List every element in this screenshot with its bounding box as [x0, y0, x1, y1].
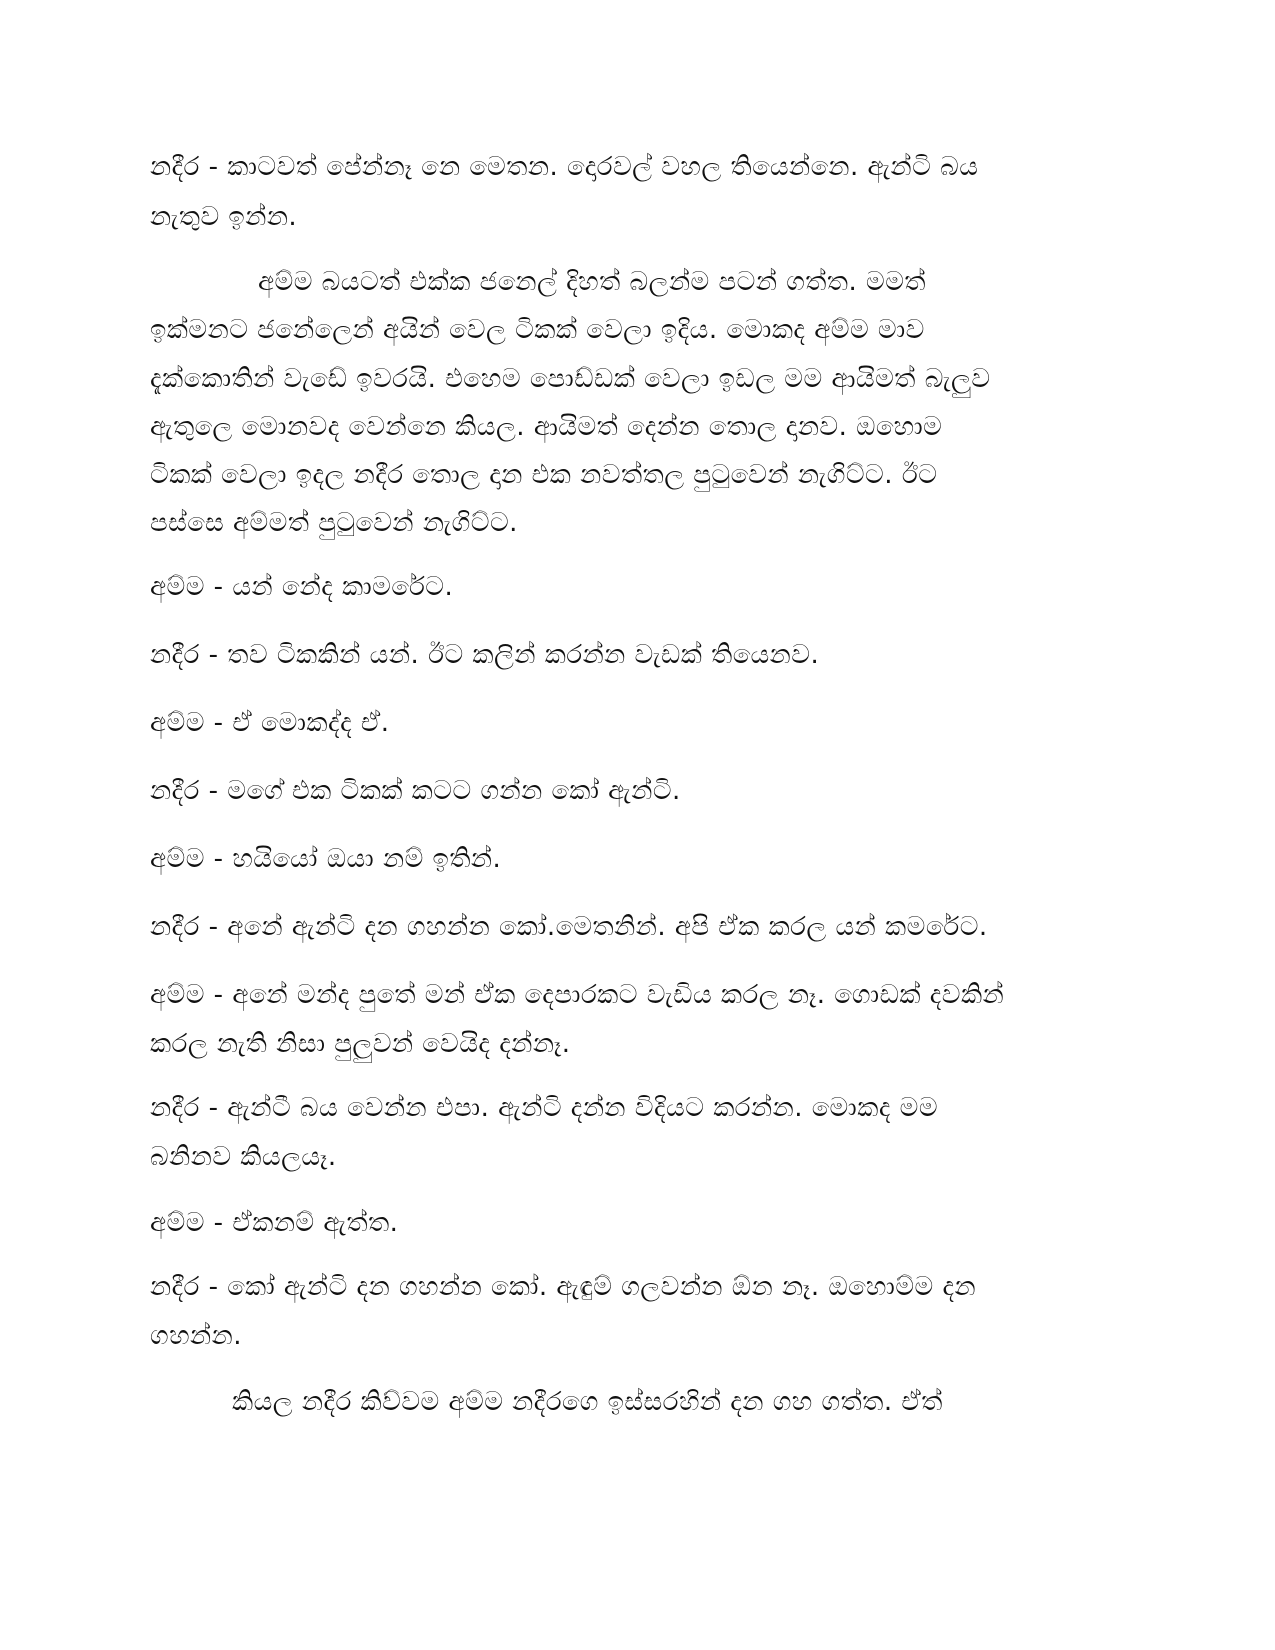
text-line: ගහන්න.: [150, 1321, 243, 1351]
text-line: නැතුව ඉන්න.: [150, 202, 298, 232]
text-line: කරල නැති නිසා පුලුවන් වෙයිද දන්නෑ.: [150, 1029, 571, 1059]
paragraph-first-line: කියල නදීර කිව්වම අම්ම නදීරගෙ ඉස්සරහින් දන ගහ ගත්ත. ඒත්: [232, 1387, 943, 1417]
text-line: ටිකක් වෙලා ඉදල නදීර තොල දාන එක නවත්තල පුටුවෙන් නැගිට්ට. ඊට: [150, 460, 938, 490]
text-line: දැක්කොතින් වැඩේ ඉවරයි. එහෙම පොඩ්ඩක් වෙලා ඉඩල මම ආයිමත් බැලුව: [150, 364, 991, 394]
dialogue-line: නදීර - තව ටිකකින් යන්. ඊට කලින් කරන්න වැඩක් තියෙනව.: [150, 640, 820, 670]
text-line: බනිනව කියලයෑ.: [150, 1142, 337, 1172]
dialogue-line: නදීර - කෝ ඇන්ටි දන ගහන්න කෝ. ඇඳුම් ගලවන්න ඕන නෑ. ඔහොම්ම දන: [150, 1272, 977, 1302]
dialogue-line: අම්ම - යන් නේද කාමරේට.: [150, 572, 454, 602]
paragraph-first-line: අම්ම බයටත් එක්ක ජනෙල් දිහත් බලන්ම පටන් ගත්ත. මමත්: [258, 267, 927, 297]
text-line: ඇතුලෙ මොනවද වෙන්නෙ කියල. ආයිමත් දෙන්න තොල දානව. ඔහොම: [150, 412, 943, 442]
text-line: ඉක්මනට ජනේලෙන් අයින් වෙල ටිකක් වෙලා ඉදිය. මොකද අම්ම මාව: [150, 315, 925, 345]
dialogue-line: අම්ම - හයියෝ ඔයා නම් ඉතින්.: [150, 844, 502, 874]
dialogue-line: නදීර - මගේ එක ටිකක් කටට ගන්න කෝ ඇන්ටි.: [150, 776, 681, 806]
dialogue-line: අම්ම - ඒකනම් ඇත්ත.: [150, 1208, 399, 1238]
dialogue-line: නදීර - අනේ ඇන්ටි දන ගහන්න කෝ.මෙතනින්. අපි ඒක කරල යන් කමරේට.: [150, 912, 988, 942]
dialogue-line: නදීර - ඇන්ටී බය වෙන්න එපා. ඇන්ටි දන්න විදියට කරන්න. මොකද මම: [150, 1093, 939, 1123]
text-line: පස්සෙ අම්මත් පුටුවෙන් නැගිට්ට.: [150, 508, 518, 538]
dialogue-line: අම්ම - අනේ මන්ද පුතේ මන් ඒක දෙපාරකට වැඩිය කරල නෑ. ගොඩක් දවකින්: [150, 980, 1005, 1010]
dialogue-line: අම්ම - ඒ මොකද්ද ඒ.: [150, 708, 390, 738]
text-line: නදීර - කාටවත් පේන්නෑ නෙ මෙතන. දොරවල් වහල තියෙන්නෙ. ඇන්ටි බය: [150, 152, 979, 182]
